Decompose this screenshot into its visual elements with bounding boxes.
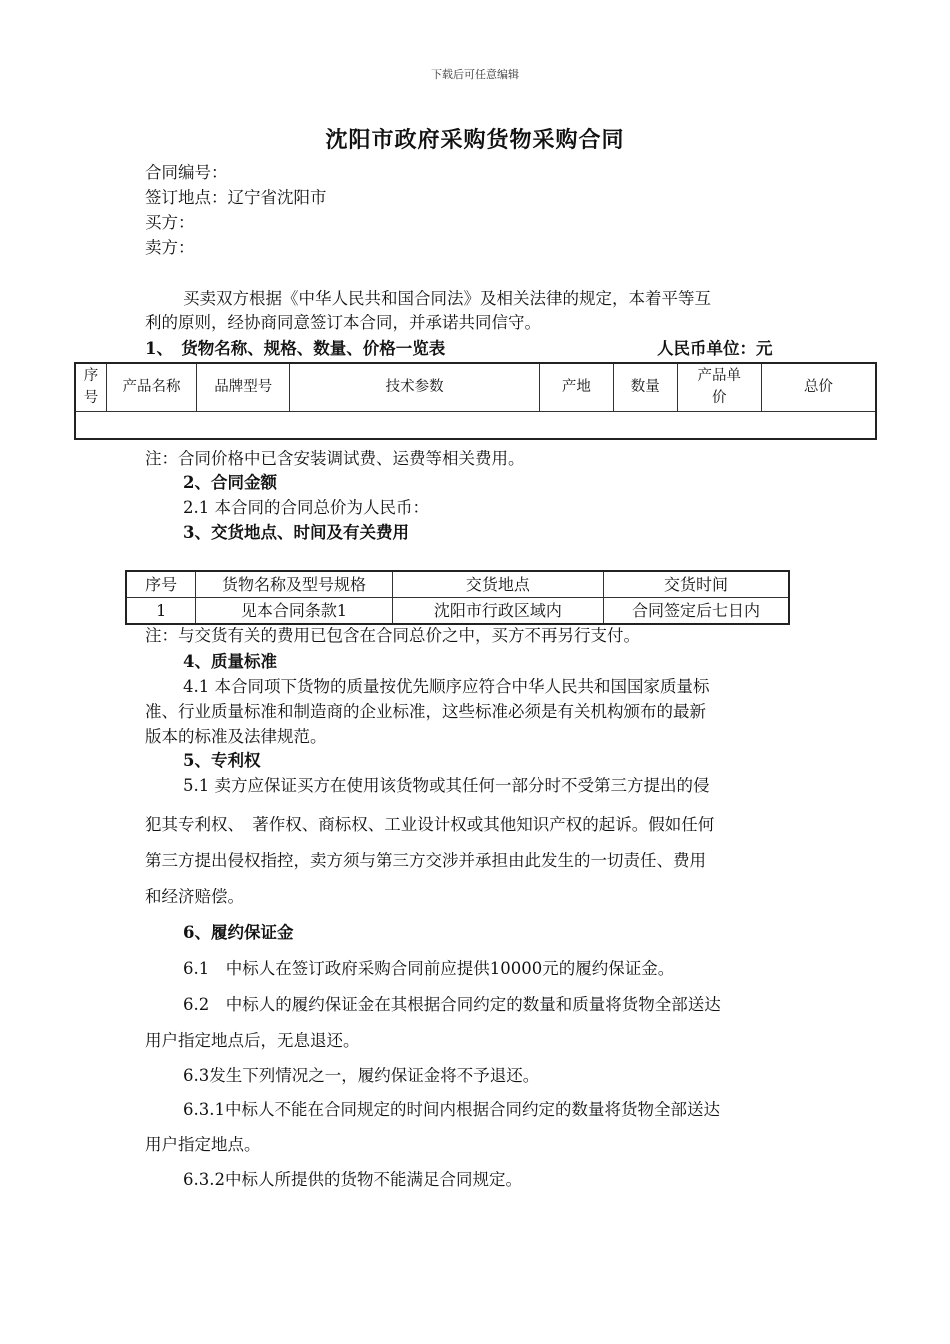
section6-p632: 6.3.2中标人所提供的货物不能满足合同规定。 — [183, 1170, 522, 1189]
intro-line-2: 利的原则，经协商同意签订本合同，并承诺共同信守。 — [145, 313, 541, 332]
section4-line-2: 准、行业质量标准和制造商的企业标准，这些标准必须是有关机构颁布的最新 — [145, 702, 706, 721]
section3-heading: 3、交货地点、时间及有关费用 — [183, 523, 409, 542]
buyer-label: 买方： — [145, 213, 195, 232]
col-header-delivery-place: 交货地点 — [392, 571, 603, 598]
cell-goods-spec: 见本合同条款1 — [196, 598, 392, 625]
signing-place: 签订地点：辽宁省沈阳市 — [145, 188, 327, 207]
section6-p62-line-2: 用户指定地点后，无息退还。 — [145, 1031, 360, 1050]
col-header-origin: 产地 — [539, 363, 613, 411]
col-header-product-name: 产品名称 — [106, 363, 196, 411]
cell-delivery-time: 合同签定后七日内 — [604, 598, 789, 625]
section5-heading: 5、专利权 — [183, 751, 261, 770]
section4-line-3: 版本的标准及法律规范。 — [145, 727, 327, 746]
section6-heading: 6、履约保证金 — [183, 923, 294, 942]
section5-line-3: 第三方提出侵权指控，卖方须与第三方交涉并承担由此发生的一切责任、费用 — [145, 851, 706, 870]
goods-price-table — [74, 362, 877, 440]
col-header-delivery-time: 交货时间 — [604, 571, 789, 598]
table-row — [126, 598, 789, 625]
col-header-index: 序 号 — [75, 363, 106, 411]
section6-p63: 6.3发生下列情况之一，履约保证金将不予退还。 — [183, 1066, 540, 1085]
goods-table-header-row — [75, 363, 876, 411]
section5-line-2: 犯其专利权、 著作权、商标权、工业设计权或其他知识产权的起诉。假如任何 — [145, 815, 715, 834]
col-header-unit-price: 产品单 价 — [677, 363, 761, 411]
section6-p62-line-1: 6.2 中标人的履约保证金在其根据合同约定的数量和质量将货物全部送达 — [183, 995, 721, 1014]
col-header-quantity: 数量 — [613, 363, 677, 411]
col-header-total-price: 总价 — [761, 363, 876, 411]
section6-p631-line-2: 用户指定地点。 — [145, 1135, 261, 1154]
cell-delivery-place: 沈阳市行政区域内 — [392, 598, 603, 625]
cell-seq: 1 — [126, 598, 196, 625]
section2-text: 2.1 本合同的合同总价为人民币： — [183, 498, 429, 517]
goods-table-empty-row — [75, 411, 876, 439]
section1-note: 注：合同价格中已含安装调试费、运费等相关费用。 — [145, 449, 525, 468]
col-header-tech-params: 技术参数 — [290, 363, 539, 411]
header-note: 下载后可任意编辑 — [431, 68, 519, 81]
section1-heading: 1、 货物名称、规格、数量、价格一览表 — [145, 339, 446, 358]
col-header-brand-model: 品牌型号 — [197, 363, 290, 411]
seller-label: 卖方： — [145, 238, 195, 257]
contract-number-label: 合同编号： — [145, 163, 228, 182]
delivery-table — [125, 570, 790, 625]
section5-line-4: 和经济赔偿。 — [145, 887, 244, 906]
section6-p61: 6.1 中标人在签订政府采购合同前应提供10000元的履约保证金。 — [183, 959, 675, 978]
section4-line-1: 4.1 本合同项下货物的质量按优先顺序应符合中华人民共和国国家质量标 — [183, 677, 710, 696]
currency-unit: 人民币单位：元 — [657, 339, 773, 358]
contract-title: 沈阳市政府采购货物采购合同 — [325, 127, 625, 153]
section2-heading: 2、合同金额 — [183, 473, 277, 492]
delivery-table-header-row — [126, 571, 789, 598]
empty-cell — [75, 411, 876, 439]
col-header-seq: 序号 — [126, 571, 196, 598]
section6-p631-line-1: 6.3.1中标人不能在合同规定的时间内根据合同约定的数量将货物全部送达 — [183, 1100, 720, 1119]
intro-line-1: 买卖双方根据《中华人民共和国合同法》及相关法律的规定，本着平等互 — [183, 289, 711, 308]
col-header-goods-spec: 货物名称及型号规格 — [196, 571, 392, 598]
section5-line-1: 5.1 卖方应保证买方在使用该货物或其任何一部分时不受第三方提出的侵 — [183, 776, 710, 795]
section3-note: 注：与交货有关的费用已包含在合同总价之中，买方不再另行支付。 — [145, 626, 640, 645]
section4-heading: 4、质量标准 — [183, 652, 277, 671]
